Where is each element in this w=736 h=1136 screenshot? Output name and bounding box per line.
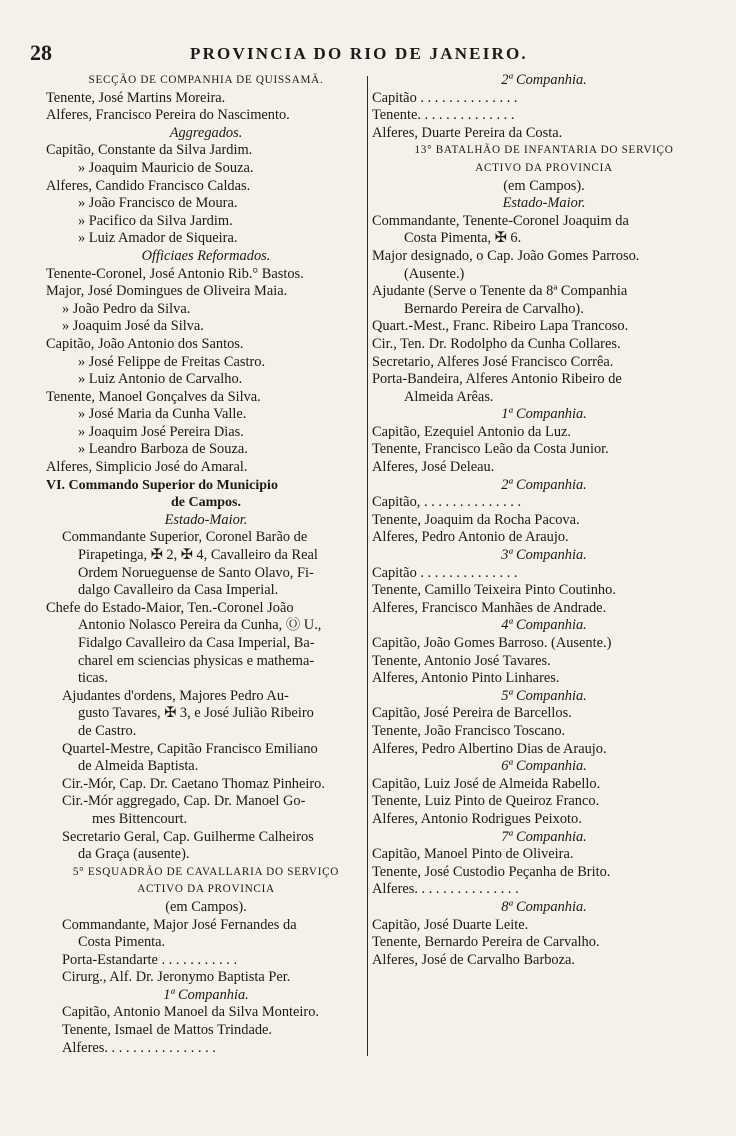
text-line: Porta-Bandeira, Alferes Antonio Ribeiro de — [372, 371, 622, 388]
subsection-heading: Commandante, Major José Fernandes da — [62, 916, 297, 933]
subsection-heading: » João Francisco de Moura. — [78, 195, 238, 212]
text-line: Alferes, Pedro Antonio de Araujo. — [372, 529, 569, 546]
text-line: Commandante, Tenente-Coronel Joaquim da — [372, 212, 629, 229]
subsection-heading: » José Felippe de Freitas Castro. — [78, 353, 266, 370]
text-line: Alferes, Pedro Albertino Dias de Araujo. — [372, 740, 607, 757]
subsection-heading: Antonio Nolasco Pereira da Cunha, Ⓞ U., — [78, 617, 322, 634]
subsection-heading: Porta-Estandarte . . . . . . . . . . . — [62, 951, 238, 968]
text-line: Alferes, Simplicio José do Amaral. — [46, 459, 248, 476]
text-line: Alferes, Antonio Pinto Linhares. — [372, 670, 560, 687]
subsection-heading: Almeida Arêas. — [404, 388, 494, 405]
subsection-heading: Cir.-Mór, Cap. Dr. Caetano Thomaz Pinheiro. — [62, 775, 325, 792]
subsection-heading: Estado-Maior. — [164, 511, 248, 528]
section-heading: VI. Commando Superior do Municipio — [46, 477, 278, 493]
text-line: (em Campos). — [503, 177, 585, 194]
text-line: Tenente, Camillo Teixeira Pinto Coutinho. — [372, 582, 616, 599]
subsection-heading: » João Pedro da Silva. — [62, 300, 191, 317]
text-line: Major, José Domingues de Oliveira Maia. — [46, 283, 288, 300]
subsection-heading: 8ª Companhia. — [501, 898, 587, 915]
text-line: Tenente, Francisco Leão da Costa Junior. — [372, 441, 609, 458]
subsection-heading: (Ausente.) — [404, 265, 465, 282]
subsection-heading: Tenente, Ismael de Mattos Trindade. — [62, 1022, 273, 1039]
text-line: Alferes, Duarte Pereira da Costa. — [372, 124, 563, 141]
text-line: Alferes, Candido Francisco Caldas. — [46, 177, 251, 194]
text-line: Major designado, o Cap. João Gomes Parroso. — [372, 247, 640, 264]
text-line: Alferes, Francisco Pereira do Nascimento. — [46, 107, 290, 124]
subsection-heading: Officiaes Reformados. — [141, 247, 271, 264]
subsection-heading: 7ª Companhia. — [501, 828, 587, 845]
text-line: Capitão, Luiz José de Almeida Rabello. — [372, 775, 601, 792]
text-line: Capitão, José Pereira de Barcellos. — [372, 705, 572, 722]
subsection-heading: 6ª Companhia. — [501, 758, 587, 775]
text-line: Alferes, Francisco Manhães de Andrade. — [372, 599, 607, 616]
page-number: 28 — [30, 40, 52, 65]
section-heading: ACTIVO DA PROVINCIA — [475, 161, 613, 174]
subsection-heading: 2ª Companhia. — [501, 476, 587, 493]
text-line: Capitão, Ezequiel Antonio da Luz. — [372, 423, 572, 440]
subsection-heading: Capitão, Antonio Manoel da Silva Monteiro. — [62, 1004, 320, 1021]
text-line: Capitão, Manoel Pinto de Oliveira. — [372, 846, 574, 863]
text-line: Tenente, Luiz Pinto de Queiroz Franco. — [372, 793, 600, 810]
text-line: Alferes, Antonio Rodrigues Peixoto. — [372, 810, 582, 827]
text-line: Capitão . . . . . . . . . . . . . . — [372, 564, 518, 581]
page-title: PROVINCIA DO RIO DE JANEIRO. — [190, 44, 528, 63]
subsection-heading: de Almeida Baptista. — [78, 758, 199, 775]
subsection-heading: Ajudantes d'ordens, Majores Pedro Au- — [62, 687, 289, 704]
subsection-heading: Estado-Maior. — [502, 195, 586, 212]
subsection-heading: de Castro. — [78, 722, 137, 739]
text-line: (em Campos). — [165, 898, 247, 915]
text-line: Cir., Ten. Dr. Rodolpho da Cunha Collares. — [372, 335, 621, 352]
section-heading: SECÇÃO DE COMPANHIA DE QUISSAMÃ. — [88, 74, 324, 86]
subsection-heading: » José Maria da Cunha Valle. — [78, 406, 247, 423]
subsection-heading: » Joaquim José Pereira Dias. — [78, 423, 244, 440]
text-line: Quart.-Mest., Franc. Ribeiro Lapa Trancoso. — [372, 318, 629, 335]
section-heading: de Campos. — [170, 495, 241, 511]
text-line: Ajudante (Serve o Tenente da 8ª Companhia — [372, 283, 628, 300]
subsection-heading: Pirapetinga, ✠ 2, ✠ 4, Cavalleiro da Real — [78, 547, 318, 564]
column-divider — [367, 76, 368, 1056]
text-line: Tenente, Bernardo Pereira de Carvalho. — [372, 934, 600, 951]
text-line: Tenente-Coronel, José Antonio Rib.° Bastos. — [46, 265, 304, 282]
subsection-heading: Aggregados. — [169, 124, 243, 141]
subsection-heading: Ordem Norueguense de Santo Olavo, Fi- — [78, 564, 314, 581]
subsection-heading: charel em sciencias physicas e mathema- — [78, 652, 315, 669]
subsection-heading: » Luiz Antonio de Carvalho. — [78, 371, 243, 388]
subsection-heading: Cir.-Mór aggregado, Cap. Dr. Manoel Go- — [62, 793, 306, 810]
subsection-heading: dalgo Cavalleiro da Casa Imperial. — [78, 582, 279, 599]
text-line: Chefe do Estado-Maior, Ten.-Coronel João — [46, 599, 294, 616]
text-line: Alferes, José de Carvalho Barboza. — [372, 951, 575, 968]
text-line: Capitão, João Antonio dos Santos. — [46, 335, 244, 352]
subsection-heading: » Joaquim Mauricio de Souza. — [78, 159, 254, 176]
subsection-heading: 1ª Companhia. — [163, 986, 249, 1003]
text-line: Capitão, José Duarte Leite. — [372, 916, 529, 933]
subsection-heading: mes Bittencourt. — [92, 810, 188, 827]
text-line: Tenente, Manoel Gonçalves da Silva. — [46, 388, 261, 405]
text-line: Alferes. . . . . . . . . . . . . . . — [372, 881, 519, 898]
subsection-heading: Secretario Geral, Cap. Guilherme Calheiros — [62, 828, 314, 845]
subsection-heading: 2ª Companhia. — [501, 72, 587, 88]
subsection-heading: Commandante Superior, Coronel Barão de — [62, 529, 308, 546]
section-heading: 13° BATALHÃO DE INFANTARIA DO SERVIÇO — [414, 144, 674, 157]
text-line: Capitão, Constante da Silva Jardim. — [46, 142, 253, 159]
left-column — [46, 72, 366, 1057]
text-line: Tenente, Joaquim da Rocha Pacova. — [372, 511, 580, 528]
text-line: Tenente, José Custodio Peçanha de Brito. — [372, 863, 611, 880]
subsection-heading: 3ª Companhia. — [501, 547, 587, 564]
subsection-heading: Cirurg., Alf. Dr. Jeronymo Baptista Per. — [62, 969, 291, 986]
subsection-heading: » Luiz Amador de Siqueira. — [78, 230, 238, 247]
text-line: Tenente, José Martins Moreira. — [46, 89, 226, 106]
text-line: Capitão, João Gomes Barroso. (Ausente.) — [372, 635, 612, 651]
subsection-heading: Costa Pimenta. — [78, 934, 166, 951]
subsection-heading: da Graça (ausente). — [78, 846, 190, 863]
subsection-heading: Costa Pimenta, ✠ 6. — [404, 230, 522, 247]
text-line: Tenente, João Francisco Toscano. — [372, 722, 566, 739]
text-line: Tenente. . . . . . . . . . . . . . — [372, 107, 515, 124]
text-line: Capitão . . . . . . . . . . . . . . — [372, 89, 518, 106]
subsection-heading: » Pacifico da Silva Jardim. — [78, 212, 233, 229]
section-heading: 5° ESQUADRÃO DE CAVALLARIA DO SERVIÇO — [72, 865, 340, 878]
subsection-heading: » Joaquim José da Silva. — [62, 318, 204, 335]
text-line: Secretario, Alferes José Francisco Corrêa. — [372, 353, 614, 370]
section-heading: ACTIVO DA PROVINCIA — [137, 883, 275, 896]
subsection-heading: 5ª Companhia. — [501, 687, 587, 704]
page-header — [30, 40, 710, 66]
subsection-heading: Fidalgo Cavalleiro da Casa Imperial, Ba- — [78, 635, 315, 651]
subsection-heading: gusto Tavares, ✠ 3, e José Julião Ribeiro — [78, 705, 314, 722]
text-line: Tenente, Antonio José Tavares. — [372, 652, 551, 669]
subsection-heading: 1ª Companhia. — [501, 406, 587, 423]
subsection-heading: Quartel-Mestre, Capitão Francisco Emiliano — [62, 740, 318, 757]
subsection-heading: 4ª Companhia. — [501, 617, 587, 634]
subsection-heading: ticas. — [78, 670, 108, 687]
text-line: Alferes, José Deleau. — [372, 459, 495, 476]
right-column — [372, 72, 716, 969]
subsection-heading: » Leandro Barboza de Souza. — [78, 441, 248, 458]
text-line: Capitão, . . . . . . . . . . . . . . — [372, 494, 522, 511]
subsection-heading: Alferes. . . . . . . . . . . . . . . . — [62, 1039, 216, 1056]
subsection-heading: Bernardo Pereira de Carvalho). — [404, 300, 584, 317]
